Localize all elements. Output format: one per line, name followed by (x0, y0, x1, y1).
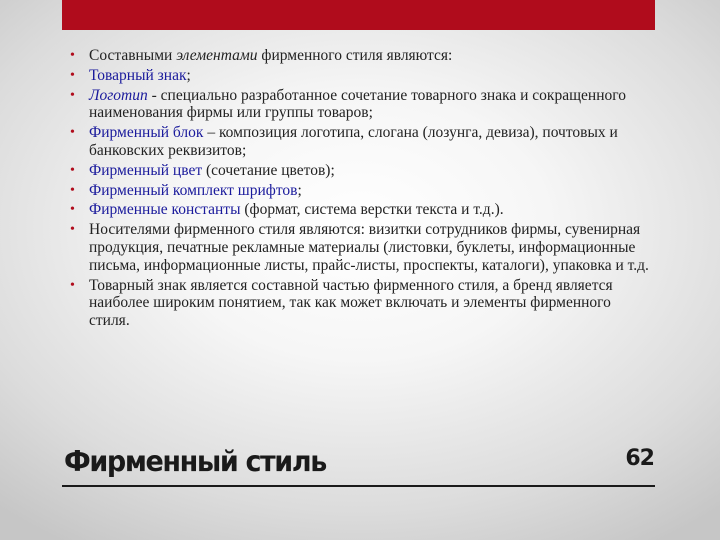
list-item (70, 201, 650, 219)
item-text: – композиция логотипа, слогана (лозунга, девиза), почтовых и банковских реквизитов; (89, 124, 618, 159)
top-accent-band (62, 0, 655, 30)
bullet-icon: • (70, 182, 75, 198)
list-item (70, 221, 650, 274)
list-item (70, 87, 650, 123)
bullet-icon: • (70, 162, 75, 178)
bullet-icon: • (70, 67, 75, 83)
item-emphasis: элементами (176, 47, 258, 64)
bullet-icon: • (70, 277, 75, 293)
item-term: Товарный знак (89, 66, 187, 84)
item-text: Носителями фирменного стиля являются: визитки сотрудников фирмы, сувенирная продукция, печатные рекламные материалы (листовки, буклеты, информационные письма, информационные листы, прайс-листы, проспекты, каталоги), упаковка и т.д. (89, 221, 649, 274)
footer-divider (62, 485, 655, 487)
item-text: ; (186, 66, 191, 84)
item-text: (формат, система верстки текста и т.д.). (240, 201, 504, 219)
list-item (70, 162, 650, 180)
page-number: 62 (625, 446, 654, 471)
item-term: Фирменный комплект шрифтов (89, 181, 298, 199)
bullet-list (70, 47, 650, 332)
list-item (70, 124, 650, 160)
list-item (70, 67, 650, 85)
bullet-icon: • (70, 202, 75, 218)
list-item (70, 277, 650, 330)
item-text: Товарный знак является составной частью фирменного стиля, а бренд является наиболее широким понятием, так как может включать и элементы фирменного стиля. (89, 276, 613, 330)
item-text: фирменного стиля являются: (257, 47, 453, 64)
bullet-icon: • (70, 125, 75, 141)
item-term: Фирменный блок (89, 124, 204, 142)
item-text: ; (297, 181, 302, 199)
item-term: Фирменные константы (89, 201, 241, 219)
list-item (70, 182, 650, 200)
list-item (70, 47, 650, 65)
item-text: (сочетание цветов); (202, 161, 335, 179)
item-text: Составными (89, 47, 177, 64)
item-term: Фирменный цвет (89, 161, 203, 179)
bullet-icon: • (70, 48, 75, 63)
bullet-icon: • (70, 222, 75, 238)
bullet-icon: • (70, 87, 75, 103)
slide-title: Фирменный стиль (64, 446, 326, 479)
item-term: Логотип (89, 86, 148, 104)
item-text: - специально разработанное сочетание товарного знака и сокращенного наименования фирмы или группы товаров; (89, 86, 626, 122)
